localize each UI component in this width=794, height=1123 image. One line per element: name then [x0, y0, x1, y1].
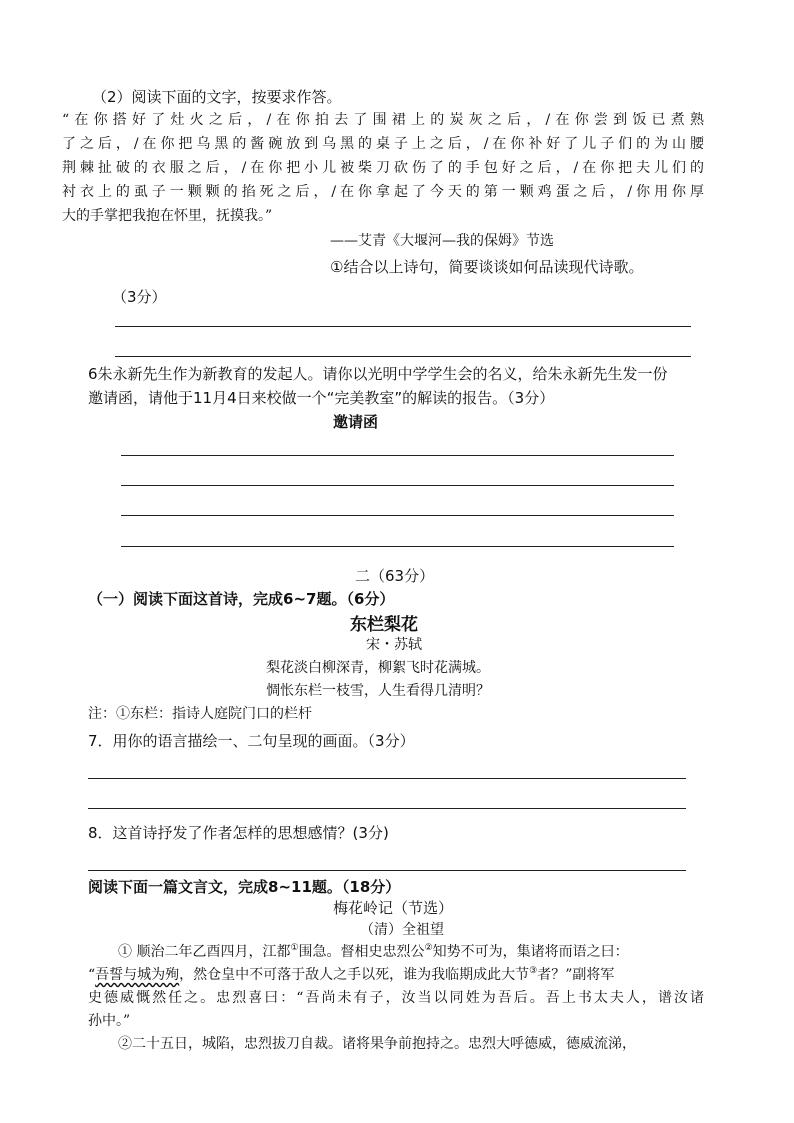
answer-line[interactable] — [121, 546, 674, 547]
classical-para1-line4: 孙中。” — [88, 1013, 131, 1029]
answer-line[interactable] — [121, 455, 674, 456]
q8-text: 8．这首诗抒发了作者怎样的思想感情？(3分) — [88, 824, 389, 842]
q2-poem-line-2: 了之后，/在你把乌黑的酱碗放到乌黑的桌子上之后，/在你补好了儿子们的为山腰 — [62, 136, 704, 152]
text-segment: ① 顺治二年乙酉四月，江都 — [118, 944, 291, 960]
poem-title: 东栏梨花 — [350, 615, 418, 635]
q2-heading: （2）阅读下面的文字，按要求作答。 — [92, 88, 342, 106]
classical-author: （清）全祖望 — [360, 922, 444, 938]
q2-score: （3分） — [112, 288, 167, 306]
letter-title: 邀请函 — [333, 413, 379, 431]
wavy-underlined-phrase: 吾誓与城为殉 — [95, 967, 180, 983]
footnote-marker: ③ — [529, 966, 538, 976]
text-segment: 知势不可为，集诸将而语之曰： — [432, 944, 629, 960]
q2-source: ——艾青《大堰河—我的保姆》节选 — [330, 233, 554, 249]
answer-line[interactable] — [88, 870, 686, 871]
poem-author: 宋・苏轼 — [366, 637, 422, 653]
q7-text: 7．用你的语言描绘一、二句呈现的画面。（3分） — [88, 732, 415, 750]
answer-line[interactable] — [88, 808, 686, 809]
answer-line[interactable] — [121, 485, 674, 486]
q2-poem-line-1: “在你搭好了灶火之后，/在你拍去了围裙上的炭灰之后，/在你尝到饭已煮熟 — [62, 112, 704, 128]
answer-line[interactable] — [115, 356, 691, 357]
footnote-marker: ② — [424, 943, 433, 953]
text-segment: 围急。督相史忠烈公 — [298, 944, 425, 960]
classical-para1-line2 — [88, 964, 614, 984]
footnote-marker: ① — [290, 943, 299, 953]
classical-title: 梅花岭记（节选） — [333, 899, 454, 917]
part1-heading: （一）阅读下面这首诗，完成6~7题。（6分） — [88, 590, 395, 608]
q2-poem-line-3: 荆棘扯破的衣服之后，/在你把小儿被柴刀砍伤了的手包好之后，/在你把夫儿们的 — [62, 160, 704, 176]
poem-line-2: 惆怅东栏一枝雪，人生看得几清明？ — [266, 683, 490, 699]
poem-line-1: 梨花淡白柳深青，柳絮飞时花满城。 — [266, 660, 490, 676]
text-segment: ，然仓皇中不可落于敌人之手以死，谁为我临期成此大节 — [179, 967, 530, 983]
q2-sub-question: ①结合以上诗句，简要谈谈如何品读现代诗歌。 — [330, 258, 644, 276]
answer-line[interactable] — [88, 778, 686, 779]
q2-poem-line-4: 衬衣上的虱子一颗颗的掐死之后，/在你拿起了今天的第一颗鸡蛋之后，/你用你厚 — [62, 184, 704, 200]
text-segment: 者？”副将军 — [537, 967, 615, 983]
section-heading: 二（63分） — [355, 567, 435, 585]
q2-poem-line-5: 大的手掌把我抱在怀里，抚摸我。” — [62, 208, 273, 224]
classical-para2-line1: ②二十五日，城陷，忠烈拔刀自裁。诸将果争前抱持之。忠烈大呼德威，德威流涕， — [118, 1036, 636, 1052]
classical-para1-line1 — [118, 941, 629, 961]
classical-para1-line3: 史德威慨然任之。忠烈喜曰：“吾尚未有子，汝当以同姓为吾后。吾上书太夫人，谱汝诸 — [88, 990, 704, 1006]
classical-heading: 阅读下面一篇文言文，完成8~11题。（18分） — [88, 878, 401, 896]
q6-line-2: 邀请函，请他于11月4日来校做一个“完美教室”的解读的报告。（3分） — [88, 389, 555, 407]
text-segment: “ — [88, 967, 96, 983]
answer-line[interactable] — [115, 326, 691, 327]
q6-line-1: 6朱永新先生作为新教育的发起人。请你以光明中学学生会的名义，给朱永新先生发一份 — [88, 365, 668, 383]
answer-line[interactable] — [121, 515, 674, 516]
poem-note: 注：①东栏：指诗人庭院门口的栏杆 — [88, 706, 312, 722]
